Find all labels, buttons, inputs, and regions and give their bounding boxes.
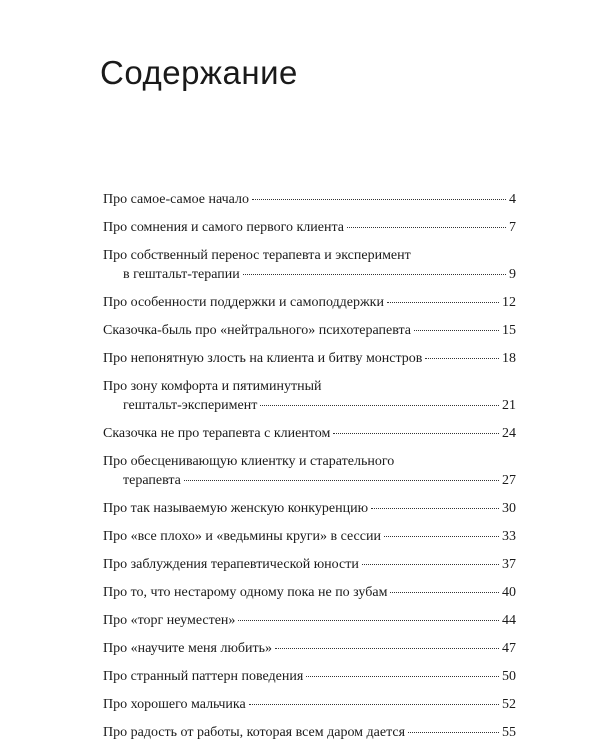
toc-entry-title: Про заблуждения терапевтической юности [103,557,359,572]
toc-entry [103,452,516,490]
toc-entry-title: Про так называемую женскую конкуренцию [103,501,369,516]
toc-entry [103,611,516,630]
toc-entry-row [103,265,516,284]
toc-entry-title: Сказочка-быль про «нейтрального» психотерапевта [103,323,412,338]
dot-leader [275,648,499,649]
toc-entry [103,583,516,602]
toc-page-number: 27 [502,473,516,488]
dot-leader [347,227,506,228]
toc-entry [103,321,516,340]
toc-entry-title: Про непонятную злость на клиента и битву монстров [103,351,423,366]
toc-page-number: 15 [502,323,516,338]
dot-leader [184,480,499,481]
toc-entry [103,639,516,658]
toc-entry-title: Про то, что нестарому одному пока не по зубам [103,585,388,600]
toc-entry-row [103,218,516,237]
toc-page-number: 9 [509,267,516,282]
toc-entry-title-line: Про обесценивающую клиентку и старательного [103,454,395,469]
toc-entry-title: Про сомнения и самого первого клиента [103,220,344,235]
toc-entry-row [103,471,516,490]
toc-entry-row [103,555,516,574]
dot-leader [390,592,499,593]
toc-page-number: 44 [502,613,516,628]
toc-page-number: 52 [502,697,516,712]
toc-entry-row [103,424,516,443]
dot-leader [384,536,499,537]
toc-entry-title: Про странный паттерн поведения [103,669,304,684]
toc-entry-title: Про «все плохо» и «ведьмины круги» в сессии [103,529,381,544]
toc-entry-row [103,293,516,312]
toc-entry-title: Про особенности поддержки и самоподдержки [103,295,384,310]
toc-entry-row [103,583,516,602]
dot-leader [387,302,499,303]
toc-page-number: 55 [502,725,516,740]
page-title: Содержание [100,54,298,91]
toc-entry-title: Про самое-самое начало [103,192,249,207]
toc-page-number: 7 [509,220,516,235]
dot-leader [243,274,506,275]
toc-entry-row [103,611,516,630]
toc-entry-title-line: Про собственный перенос терапевта и эксперимент [103,248,411,263]
toc-entry-title: Про «научите меня любить» [103,641,273,656]
toc-entry [103,555,516,574]
toc-page-number: 21 [502,398,516,413]
toc-entry-row [103,639,516,658]
dot-leader [306,676,499,677]
toc-entry [103,527,516,546]
toc-entry [103,667,516,686]
toc-entry [103,377,516,415]
toc-entry-title-line: Про зону комфорта и пятиминутный [103,379,322,394]
toc-entry-row [103,527,516,546]
toc-entry [103,723,516,742]
dot-leader [362,564,499,565]
toc-entry [103,246,516,284]
toc-entry-row [103,695,516,714]
toc-entry [103,349,516,368]
toc-entry-row [103,499,516,518]
toc-entry [103,499,516,518]
toc-entry-title: гештальт-эксперимент [123,398,258,413]
dot-leader [249,704,499,705]
toc-entry-title: в гештальт-терапии [123,267,240,282]
dot-leader [408,732,499,733]
toc-entry-row [103,190,516,209]
toc-page-number: 12 [502,295,516,310]
dot-leader [414,330,499,331]
toc-entry-title: Про радость от работы, которая всем даром дается [103,725,406,740]
toc-entry [103,190,516,209]
dot-leader [425,358,499,359]
toc-page-number: 24 [502,426,516,441]
toc-page-number: 37 [502,557,516,572]
dot-leader [238,620,499,621]
toc-entry-title: Про «торг неуместен» [103,613,236,628]
toc-entry [103,695,516,714]
toc-entry-row [103,321,516,340]
dot-leader [252,199,506,200]
toc-page-number: 47 [502,641,516,656]
toc-page-number: 4 [509,192,516,207]
toc-entry-title: Про хорошего мальчика [103,697,246,712]
table-of-contents [103,190,516,751]
toc-page-number: 33 [502,529,516,544]
toc-entry-title: Сказочка не про терапевта с клиентом [103,426,331,441]
toc-entry-row [103,349,516,368]
toc-entry [103,424,516,443]
toc-entry [103,293,516,312]
toc-page-number: 50 [502,669,516,684]
toc-page-number: 40 [502,585,516,600]
dot-leader [371,508,499,509]
toc-page-number: 30 [502,501,516,516]
toc-entry-row [103,396,516,415]
dot-leader [260,405,499,406]
dot-leader [333,433,499,434]
toc-entry-row [103,723,516,742]
toc-entry [103,218,516,237]
toc-page-number: 18 [502,351,516,366]
toc-entry-row [103,667,516,686]
toc-entry-title: терапевта [123,473,181,488]
